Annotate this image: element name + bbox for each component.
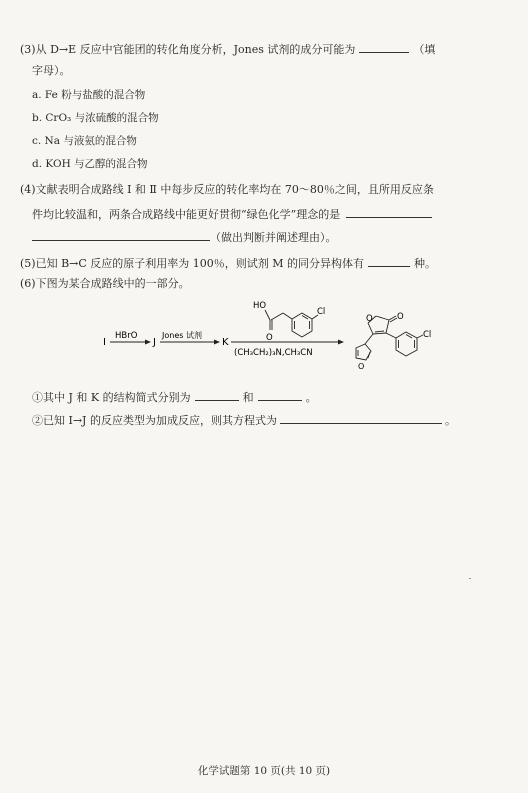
q6-sub1-period: 。 <box>305 391 317 404</box>
scheme-start: I <box>103 337 106 348</box>
q4-reason-blank[interactable] <box>32 229 210 241</box>
page-footer: 化学试题第 10 页(共 10 页) <box>197 765 331 777</box>
q5-unit: 种。 <box>414 257 437 270</box>
q3-option-d: d. KOH 与乙醇的混合物 <box>32 158 148 170</box>
q6-sub1-text: ①其中 J 和 K 的结构简式分别为 <box>32 391 191 404</box>
arrow-2-head <box>214 340 220 345</box>
q6-j-structure-blank[interactable] <box>195 389 239 401</box>
q5-text: (5)已知 B→C 反应的原子利用率为 100％，则试剂 M 的同分异构体有 <box>20 257 365 270</box>
product-furan-o-label: O <box>358 362 365 371</box>
q6-sub1-and: 和 <box>242 391 254 404</box>
reagent-cl-label: Cl <box>317 307 326 317</box>
q4-line2 <box>32 206 432 222</box>
q3-answer-blank[interactable] <box>359 41 409 53</box>
q3-stem-line1 <box>20 41 435 57</box>
q6-intro: (6)下图为某合成路线中的一部分。 <box>20 277 190 290</box>
q3-stem-line2: 字母）。 <box>32 64 71 77</box>
q4-line1: (4)文献表明合成路线 Ⅰ 和 Ⅱ 中每步反应的转化率均在 70～80％之间，且所用反应条 <box>20 183 434 196</box>
q6-sub2 <box>32 412 456 428</box>
q3-option-c: c. Na 与液氨的混合物 <box>32 135 137 147</box>
scheme-mid-1: J <box>153 337 156 348</box>
reagent-ho-label: HO <box>253 301 267 311</box>
q6-sub2-text: ②已知 I→J 的反应类型为加成反应，则其方程式为 <box>32 414 277 427</box>
q4-line2-text: 件均比较温和，两条合成路线中能更好贯彻“绿色化学”理念的是 <box>32 208 341 221</box>
chlorophenylacetic-acid-structure <box>265 310 318 337</box>
reagent-carbonyl-o-label: O <box>266 333 273 343</box>
product-cl-label: Cl <box>423 330 432 340</box>
q3-stem-fill-hint: （填 <box>413 43 436 56</box>
scheme-reagent-1: HBrO <box>115 331 138 341</box>
q5-answer-blank[interactable] <box>368 255 410 267</box>
arrow-1-head <box>145 340 151 345</box>
scheme-reagent-2: Jones 试剂 <box>162 331 202 340</box>
q4-line3-text: （做出判断并阐述理由）。 <box>210 231 337 244</box>
q6-reaction-scheme <box>0 288 528 384</box>
product-carbonyl-o-label: O <box>397 312 404 322</box>
q4-line3 <box>32 229 337 245</box>
scan-speck <box>469 578 471 579</box>
scheme-mid-2: K <box>222 337 229 348</box>
q3-option-b: b. CrO₃ 与浓硫酸的混合物 <box>32 112 159 124</box>
scheme-reagent-3: (CH₃CH₂)₃N,CH₃CN <box>234 348 313 358</box>
q6-sub2-period: 。 <box>444 414 456 427</box>
q6-equation-blank[interactable] <box>280 412 442 424</box>
q6-sub1 <box>32 389 317 405</box>
q3-option-a: a. Fe 粉与盐酸的混合物 <box>32 89 146 101</box>
q4-answer-blank[interactable] <box>346 206 432 218</box>
q5-line <box>20 255 436 271</box>
q3-stem-text: (3)从 D→E 反应中官能团的转化角度分析，Jones 试剂的成分可能为 <box>20 43 356 56</box>
q6-k-structure-blank[interactable] <box>258 389 302 401</box>
product-ring-o-label: O <box>366 314 373 324</box>
arrow-3-head <box>338 340 344 345</box>
